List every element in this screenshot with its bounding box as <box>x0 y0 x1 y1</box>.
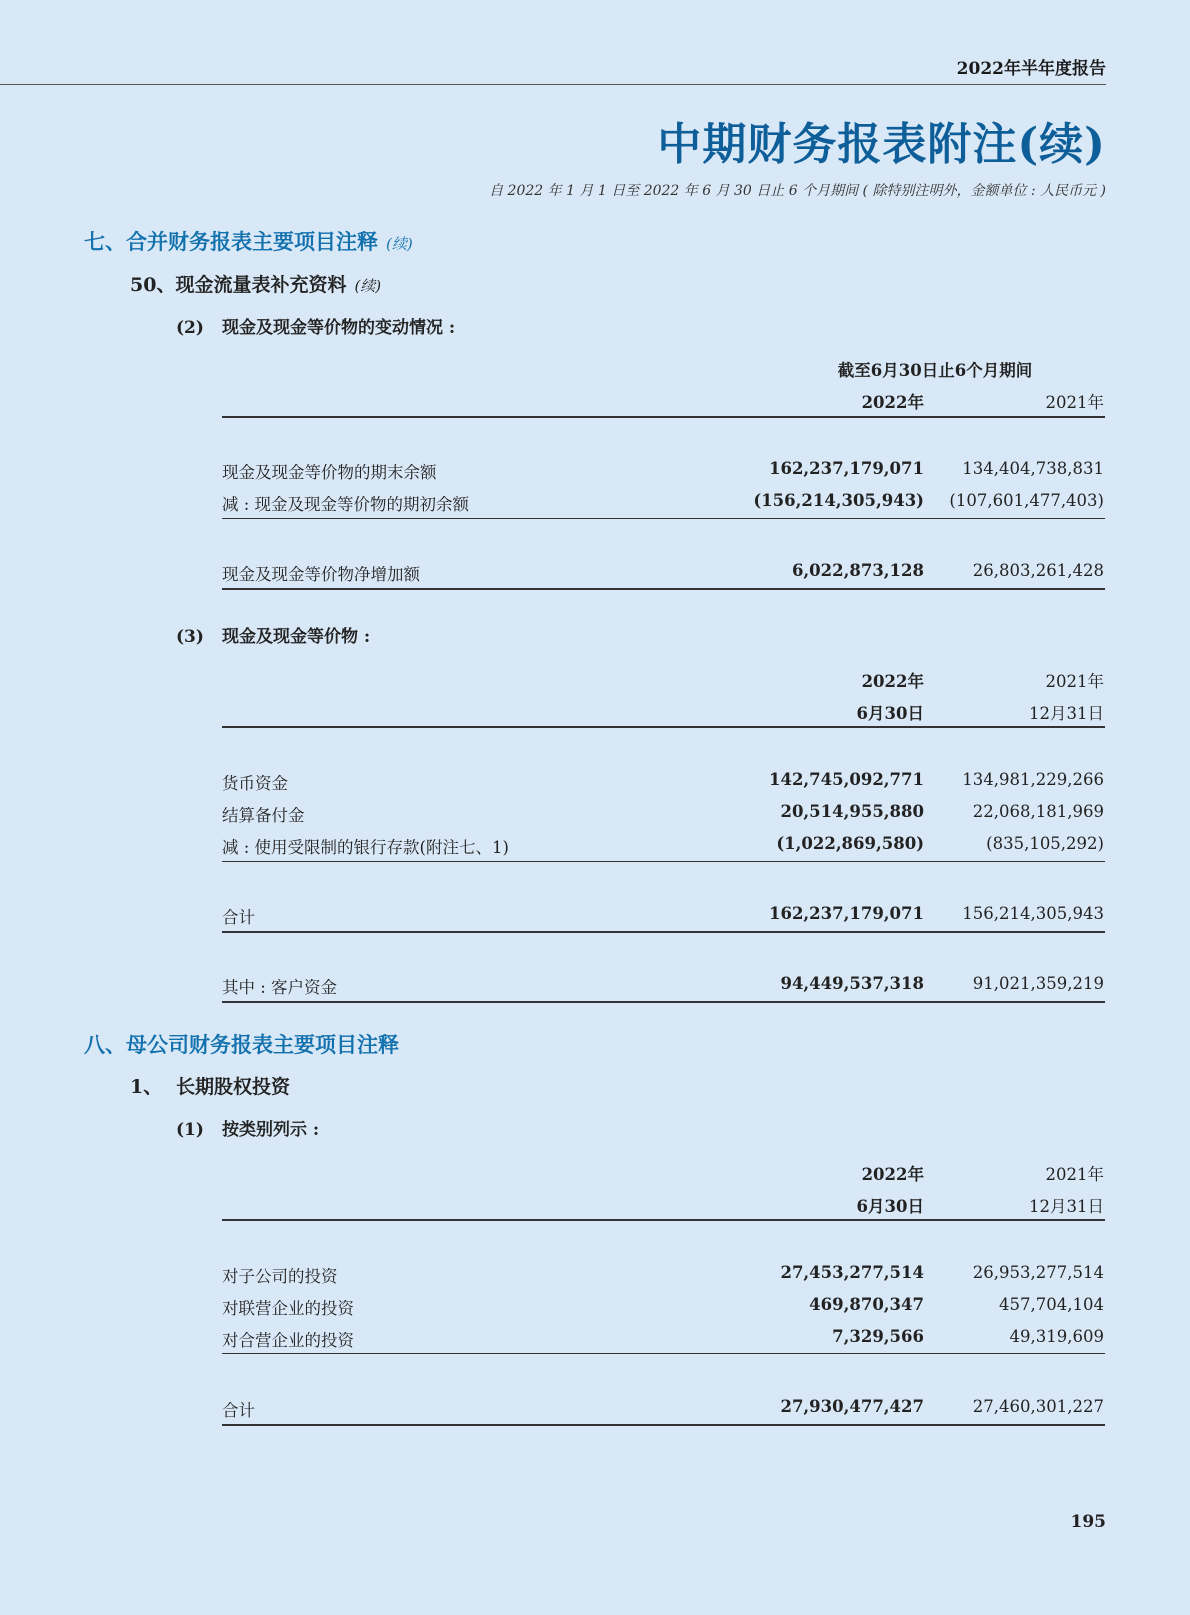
table-row-value-2022: 162,237,179,071 <box>768 459 924 478</box>
table-3-col-2022-date: 6月30日 <box>856 704 924 723</box>
item-3-number: (3) <box>176 627 204 647</box>
table-row-value-2022: 94,449,537,318 <box>780 974 924 993</box>
page-number: 195 <box>1070 1512 1106 1532</box>
table-2-col-2022: 2022年 <box>861 393 924 412</box>
item-2-title: 现金及现金等价物的变动情况 : <box>222 318 456 338</box>
table-3-col-2021-date: 12月31日 <box>1029 704 1104 723</box>
table-row-label: 减 : 使用受限制的银行存款(附注七、1) <box>222 838 509 857</box>
table-1-header-rule <box>222 1219 1105 1221</box>
table-3-subtotal-rule <box>222 861 1105 862</box>
item-3-heading <box>176 622 370 647</box>
page-title: 中期财务报表附注(续) <box>657 119 1106 170</box>
table-3-header-rule <box>222 726 1105 728</box>
table-row-label: 现金及现金等价物的期末余额 <box>222 463 437 482</box>
subsection-1-title: 长期股权投资 <box>176 1076 291 1098</box>
table-row-value-2022: 27,453,277,514 <box>780 1263 924 1282</box>
table-1-total-rule <box>222 1424 1105 1426</box>
table-1-col-2021-year: 2021年 <box>1045 1165 1104 1184</box>
table-2-col-2021: 2021年 <box>1045 393 1104 412</box>
table-row-value-2021: (835,105,292) <box>986 834 1104 853</box>
section-8-heading: 八、母公司财务报表主要项目注释 <box>84 1032 399 1057</box>
table-row-value-2021: 156,214,305,943 <box>962 904 1104 923</box>
item-2-number: (2) <box>176 318 204 338</box>
table-3-total-rule <box>222 931 1105 933</box>
subsection-50-cont: (续) <box>354 277 382 295</box>
section-7-title: 七、合并财务报表主要项目注释 <box>84 229 378 254</box>
table-row-value-2022: (1,022,869,580) <box>776 834 924 853</box>
table-row-label: 对合营企业的投资 <box>222 1331 354 1350</box>
table-row-label: 现金及现金等价物净增加额 <box>222 565 420 584</box>
table-row-value-2021: 26,953,277,514 <box>972 1263 1104 1282</box>
subsection-1-number: 1、 <box>130 1076 163 1098</box>
table-1-col-2022-date: 6月30日 <box>856 1197 924 1216</box>
table-row-label: 结算备付金 <box>222 806 305 825</box>
item-3-title: 现金及现金等价物 : <box>222 627 371 647</box>
table-row-value-2021: 27,460,301,227 <box>972 1397 1104 1416</box>
section-7-cont: (续) <box>386 235 413 253</box>
subsection-50-title: 50、现金流量表补充资料 <box>130 274 347 296</box>
table-2-total-rule <box>222 588 1105 590</box>
table-row-value-2021: 134,981,229,266 <box>962 770 1104 789</box>
table-row-label: 其中 : 客户资金 <box>222 978 338 997</box>
item-1-title: 按类别列示 : <box>222 1120 320 1140</box>
table-1-subtotal-rule <box>222 1353 1105 1354</box>
subsection-50-heading <box>130 270 381 297</box>
table-row-value-2021: 134,404,738,831 <box>962 459 1104 478</box>
header-divider <box>0 84 1106 85</box>
table-2-header-rule <box>222 416 1105 418</box>
table-row-value-2022: 27,930,477,427 <box>780 1397 924 1416</box>
table-row-value-2022: (156,214,305,943) <box>753 491 924 510</box>
table-row-value-2021: 457,704,104 <box>999 1295 1104 1314</box>
table-row-label: 减 : 现金及现金等价物的期初余额 <box>222 495 470 514</box>
table-row-label: 合计 <box>222 908 255 927</box>
table-row-value-2022: 7,329,566 <box>832 1327 924 1346</box>
table-row-value-2021: (107,601,477,403) <box>949 491 1104 510</box>
table-2-span-header: 截至6月30日止6个月期间 <box>837 361 1033 380</box>
table-3-col-2022-year: 2022年 <box>861 672 924 691</box>
table-1-col-2021-date: 12月31日 <box>1029 1197 1104 1216</box>
report-title: 2022年半年度报告 <box>956 59 1106 79</box>
table-row-label: 对子公司的投资 <box>222 1267 338 1286</box>
table-1-col-2022-year: 2022年 <box>861 1165 924 1184</box>
table-row-value-2021: 91,021,359,219 <box>972 974 1104 993</box>
table-row-label: 合计 <box>222 1401 255 1420</box>
table-row-value-2021: 26,803,261,428 <box>972 561 1104 580</box>
subsection-1-heading <box>130 1072 290 1099</box>
item-2-heading <box>176 313 455 338</box>
table-3-client-rule <box>222 1001 1105 1003</box>
table-row-value-2022: 20,514,955,880 <box>780 802 924 821</box>
item-1-number: (1) <box>176 1120 204 1140</box>
table-row-value-2021: 22,068,181,969 <box>972 802 1104 821</box>
table-row-value-2022: 162,237,179,071 <box>768 904 924 923</box>
table-3-col-2021-year: 2021年 <box>1045 672 1104 691</box>
table-row-value-2022: 6,022,873,128 <box>791 561 924 580</box>
table-row-value-2022: 142,745,092,771 <box>768 770 924 789</box>
table-row-value-2021: 49,319,609 <box>1009 1327 1104 1346</box>
table-2-subtotal-rule <box>222 518 1105 519</box>
section-7-heading <box>84 226 413 256</box>
item-1-heading <box>176 1115 319 1140</box>
table-row-label: 货币资金 <box>222 774 288 793</box>
page-subtitle: 自 2022 年 1 月 1 日至 2022 年 6 月 30 日止 6 个月期间 ( 除特别注明外，金额单位 : 人民币元 ) <box>489 183 1106 199</box>
table-row-value-2022: 469,870,347 <box>809 1295 924 1314</box>
table-row-label: 对联营企业的投资 <box>222 1299 354 1318</box>
